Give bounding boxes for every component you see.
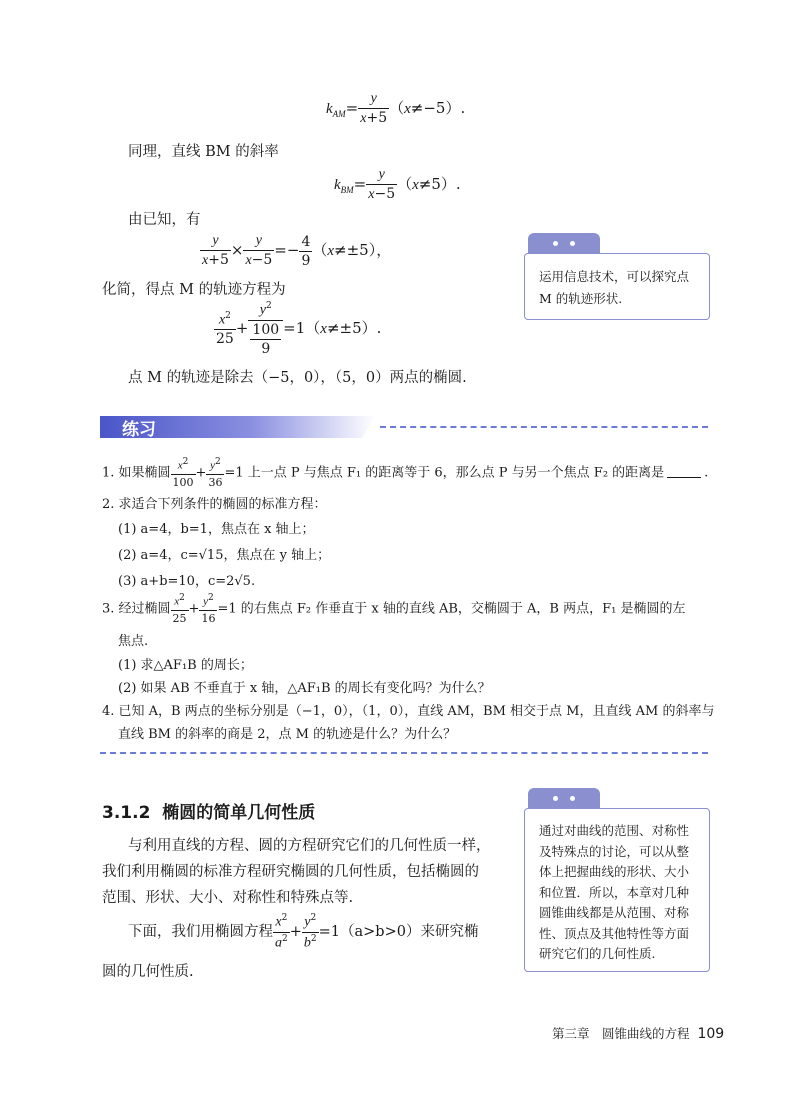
text-same-slope: 同理，直线 BM 的斜率 [128, 144, 279, 160]
section-heading [102, 798, 315, 823]
text-given: 由已知，有 [128, 212, 201, 228]
section-para2-post: =1（a>b>0）来研究椭 [318, 924, 479, 941]
tab-dot [553, 796, 558, 801]
footer-chapter: 第三章 圆锥曲线的方程 [552, 1026, 690, 1041]
side-note-1 [524, 253, 710, 320]
exercise-q1: 1. 如果椭圆 $\frac{x^2}{100}$ + $\frac{y^2}{36}$ =1 上一点 P 与焦点 F₁ 的距离等于 6，那么点 P 与另一个焦点 F₂ 的距离是 . [102, 457, 709, 489]
exercise-q2: 2. 求适合下列条件的椭圆的标准方程： [102, 497, 327, 512]
section-para2: 下面，我们用椭圆方程 $\frac{x^2}{a^2}$ + $\frac{y^2}{b^2}$ =1（a>b>0）来研究椭 [128, 913, 479, 951]
section-para2-pre: 下面，我们用椭圆方程 [128, 924, 273, 941]
exercise-q3: 3. 经过椭圆 $\frac{x^2}{25}$ + $\frac{y^2}{16}$ =1 的右焦点 F₂ 作垂直于 x 轴的直线 AB，交椭圆于 A，B 两点，F₁ 是椭圆的左 [102, 593, 686, 625]
page-footer [552, 1024, 724, 1042]
exercise-q2-2: (2) a=4，c=√15，焦点在 y 轴上； [118, 548, 331, 563]
exercise-q3-2: (2) 如果 AB 不垂直于 x 轴，△AF₁B 的周长有变化吗？为什么？ [118, 681, 491, 696]
exercise-q4: 4. 已知 A，B 两点的坐标分别是（−1，0），（1，0），直线 AM，BM 相交于点 M，且直线 AM 的斜率与 [102, 704, 715, 719]
side-note-2 [524, 808, 710, 972]
exercise-q3-1: (1) 求△AF₁B 的周长； [118, 658, 253, 673]
tab-dot [570, 796, 575, 801]
section-para1-l3: 范围、形状、大小、对称性和特殊点等. [102, 890, 354, 906]
exercise-q2-1: (1) a=4，b=1，焦点在 x 轴上； [118, 522, 315, 537]
exercise-q2-3: (3) a+b=10，c=2√5. [118, 574, 256, 589]
side-note-2-text: 通过对曲线的范围、对称性及特殊点的讨论，可以从整体上把握曲线的形状、大小和位置．所以，本章对几种圆锥曲线都是从范围、对称性、顶点及其他特性等方面研究它们的几何性质. [539, 823, 690, 961]
text-conclusion: 点 M 的轨迹是除去（−5，0），（5，0）两点的椭圆. [128, 370, 467, 386]
tab-dot [570, 241, 575, 246]
section-number: 3.1.2 [102, 803, 151, 823]
equation-ellipse-locus: $\frac{x^2}{25}$ + $\frac{y^2}{\frac{100}{9}}$ =1（x≠±5）. [216, 301, 382, 357]
section-title: 椭圆的简单几何性质 [162, 803, 316, 823]
exercise-q3-post: =1 的右焦点 F₂ 作垂直于 x 轴的直线 AB，交椭圆于 A，B 两点，F₁ 是椭圆的左 [217, 601, 686, 617]
exercise-dash-top [380, 426, 708, 428]
equation-k-bm: $k_{BM}=$ $\frac{y}{x-5}$ （x≠5）. [334, 167, 461, 202]
side-note-1-text: 运用信息技术，可以探究点 M 的轨迹形状. [539, 269, 690, 306]
section-para2-l2: 圆的几何性质. [102, 964, 194, 980]
exercise-dash-bottom [100, 752, 708, 754]
exercise-q3-cont: 焦点. [118, 634, 149, 649]
exercise-q4-cont: 直线 BM 的斜率的商是 2，点 M 的轨迹是什么？为什么？ [118, 727, 457, 742]
tab-dot [553, 241, 558, 246]
exercise-q3-pre: 3. 经过椭圆 [102, 601, 171, 617]
answer-blank [667, 477, 701, 478]
exercise-q1-pre: 1. 如果椭圆 [102, 465, 171, 481]
text-simplify: 化简，得点 M 的轨迹方程为 [102, 282, 286, 298]
exercise-q1-post: =1 上一点 P 与焦点 F₁ 的距离等于 6，那么点 P 与另一个焦点 F₂ 的距离是 [224, 465, 665, 481]
side-note-1-tab [528, 233, 600, 255]
side-note-2-tab [528, 788, 600, 810]
section-para1-l2: 我们利用椭圆的标准方程研究椭圆的几何性质，包括椭圆的 [102, 864, 479, 880]
equation-k-am: $k_{AM}=$ $\frac{y}{x+5}$ （x≠−5）. [326, 91, 466, 126]
equation-product: $\frac{y}{x+5}$ × $\frac{y}{x-5}$ =− $\frac{4}{9}$ （x≠±5）， [202, 233, 392, 269]
section-para1-l1: 与利用直线的方程、圆的方程研究它们的几何性质一样， [128, 838, 491, 854]
page-number: 109 [697, 1026, 725, 1042]
exercise-header: 练习 [122, 420, 156, 440]
